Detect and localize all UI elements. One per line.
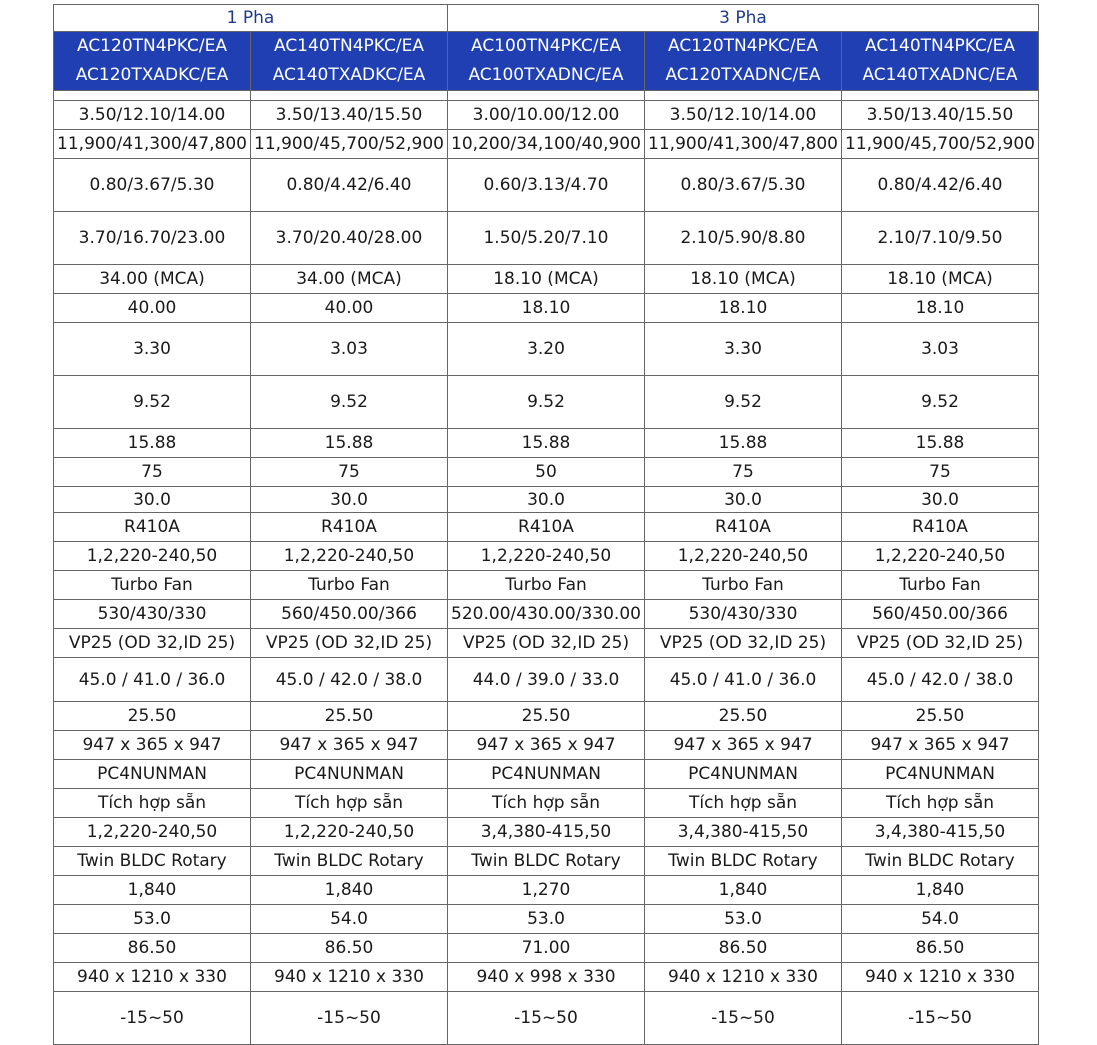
- spec-row: [54, 159, 1039, 212]
- spec-cell: 30.0: [645, 487, 842, 513]
- model-header: [645, 32, 842, 91]
- spec-cell: PC4NUNMAN: [54, 760, 251, 789]
- spec-cell: 71.00: [448, 934, 645, 963]
- spec-cell: 25.50: [842, 702, 1039, 731]
- spec-row: [54, 963, 1039, 992]
- spec-cell: 86.50: [251, 934, 448, 963]
- spec-cell: 30.0: [448, 487, 645, 513]
- spec-cell: Turbo Fan: [842, 571, 1039, 600]
- spec-cell: 9.52: [842, 376, 1039, 429]
- spec-cell: 3.70/20.40/28.00: [251, 212, 448, 265]
- spec-cell: 9.52: [54, 376, 251, 429]
- spec-cell: 1,840: [251, 876, 448, 905]
- spec-cell: 3.00/10.00/12.00: [448, 101, 645, 130]
- spec-cell: 25.50: [645, 702, 842, 731]
- spec-cell: 0.80/3.67/5.30: [645, 159, 842, 212]
- spec-cell: PC4NUNMAN: [251, 760, 448, 789]
- spec-cell: 11,900/41,300/47,800: [645, 130, 842, 159]
- model-header: [448, 32, 645, 91]
- spec-cell: 53.0: [645, 905, 842, 934]
- spec-cell: 1,840: [645, 876, 842, 905]
- spec-cell: 9.52: [645, 376, 842, 429]
- model-line-2: AC140TXADNC/EA: [862, 65, 1018, 85]
- spacer-cell: [54, 91, 251, 101]
- spec-cell: Twin BLDC Rotary: [842, 847, 1039, 876]
- spec-row: [54, 702, 1039, 731]
- spec-cell: 18.10: [842, 294, 1039, 323]
- model-header: [251, 32, 448, 91]
- spec-cell: R410A: [842, 513, 1039, 542]
- spec-cell: 3,4,380-415,50: [645, 818, 842, 847]
- spec-cell: 75: [842, 458, 1039, 487]
- spec-cell: 560/450.00/366: [842, 600, 1039, 629]
- spec-row: [54, 265, 1039, 294]
- spec-cell: VP25 (OD 32,ID 25): [54, 629, 251, 658]
- spec-row: [54, 658, 1039, 702]
- spec-cell: 9.52: [251, 376, 448, 429]
- spec-cell: 45.0 / 42.0 / 38.0: [251, 658, 448, 702]
- spec-cell: 3.20: [448, 323, 645, 376]
- spec-cell: 3.70/16.70/23.00: [54, 212, 251, 265]
- spec-row: [54, 513, 1039, 542]
- spec-cell: Tích hợp sẵn: [645, 789, 842, 818]
- spec-cell: VP25 (OD 32,ID 25): [645, 629, 842, 658]
- spec-row: [54, 487, 1039, 513]
- spec-cell: 75: [54, 458, 251, 487]
- spec-row: [54, 101, 1039, 130]
- spec-cell: VP25 (OD 32,ID 25): [251, 629, 448, 658]
- header-spacer-row: [54, 91, 1039, 101]
- spec-cell: 940 x 998 x 330: [448, 963, 645, 992]
- spec-row: [54, 212, 1039, 265]
- spec-cell: 25.50: [54, 702, 251, 731]
- spec-cell: 3.50/13.40/15.50: [842, 101, 1039, 130]
- spec-cell: 947 x 365 x 947: [448, 731, 645, 760]
- spec-cell: Twin BLDC Rotary: [448, 847, 645, 876]
- spec-cell: 15.88: [448, 429, 645, 458]
- spec-row: [54, 294, 1039, 323]
- spec-cell: -15~50: [645, 992, 842, 1045]
- spec-cell: 2.10/7.10/9.50: [842, 212, 1039, 265]
- spec-cell: 44.0 / 39.0 / 33.0: [448, 658, 645, 702]
- model-line-1: AC120TN4PKC/EA: [667, 36, 818, 56]
- spec-cell: 3,4,380-415,50: [842, 818, 1039, 847]
- spec-cell: 1,2,220-240,50: [448, 542, 645, 571]
- spec-row: [54, 629, 1039, 658]
- spec-cell: R410A: [251, 513, 448, 542]
- spec-cell: 1,840: [842, 876, 1039, 905]
- spec-cell: 54.0: [842, 905, 1039, 934]
- spec-cell: 10,200/34,100/40,900: [448, 130, 645, 159]
- spec-cell: 11,900/45,700/52,900: [251, 130, 448, 159]
- spec-cell: -15~50: [54, 992, 251, 1045]
- spec-row: [54, 130, 1039, 159]
- spec-cell: -15~50: [448, 992, 645, 1045]
- model-header-row: [54, 32, 1039, 91]
- spec-cell: 15.88: [251, 429, 448, 458]
- spec-cell: 45.0 / 42.0 / 38.0: [842, 658, 1039, 702]
- spec-cell: 18.10 (MCA): [448, 265, 645, 294]
- spec-cell: 30.0: [251, 487, 448, 513]
- spec-cell: 1,2,220-240,50: [842, 542, 1039, 571]
- spec-cell: PC4NUNMAN: [842, 760, 1039, 789]
- spec-cell: Twin BLDC Rotary: [54, 847, 251, 876]
- spec-cell: 947 x 365 x 947: [842, 731, 1039, 760]
- spec-cell: 18.10: [645, 294, 842, 323]
- spec-cell: -15~50: [842, 992, 1039, 1045]
- spec-cell: 18.10 (MCA): [645, 265, 842, 294]
- spec-cell: 30.0: [842, 487, 1039, 513]
- spec-row: [54, 818, 1039, 847]
- spec-cell: 40.00: [54, 294, 251, 323]
- spec-cell: R410A: [54, 513, 251, 542]
- spec-cell: 560/450.00/366: [251, 600, 448, 629]
- spec-cell: 0.80/4.42/6.40: [251, 159, 448, 212]
- spec-cell: Tích hợp sẵn: [54, 789, 251, 818]
- spec-cell: 1.50/5.20/7.10: [448, 212, 645, 265]
- spec-row: [54, 458, 1039, 487]
- spec-cell: Twin BLDC Rotary: [251, 847, 448, 876]
- spec-cell: 11,900/45,700/52,900: [842, 130, 1039, 159]
- spec-cell: 25.50: [448, 702, 645, 731]
- spec-cell: -15~50: [251, 992, 448, 1045]
- spec-row: [54, 760, 1039, 789]
- spec-cell: Tích hợp sẵn: [448, 789, 645, 818]
- spec-cell: Tích hợp sẵn: [251, 789, 448, 818]
- spec-cell: 40.00: [251, 294, 448, 323]
- spec-cell: 15.88: [54, 429, 251, 458]
- spec-cell: 9.52: [448, 376, 645, 429]
- spec-row: [54, 542, 1039, 571]
- spec-cell: 3.03: [842, 323, 1039, 376]
- spec-cell: Turbo Fan: [251, 571, 448, 600]
- spec-cell: 34.00 (MCA): [251, 265, 448, 294]
- spec-cell: 11,900/41,300/47,800: [54, 130, 251, 159]
- spec-row: [54, 323, 1039, 376]
- spec-cell: 3.50/12.10/14.00: [645, 101, 842, 130]
- spec-cell: 45.0 / 41.0 / 36.0: [645, 658, 842, 702]
- spec-cell: 3,4,380-415,50: [448, 818, 645, 847]
- spec-cell: 15.88: [842, 429, 1039, 458]
- spec-cell: 1,2,220-240,50: [54, 542, 251, 571]
- spec-cell: 0.60/3.13/4.70: [448, 159, 645, 212]
- spec-cell: 2.10/5.90/8.80: [645, 212, 842, 265]
- model-line-2: AC100TXADNC/EA: [468, 65, 624, 85]
- spec-cell: 940 x 1210 x 330: [251, 963, 448, 992]
- spec-cell: 18.10 (MCA): [842, 265, 1039, 294]
- model-line-2: AC120TXADKC/EA: [75, 65, 229, 85]
- spec-cell: 0.80/4.42/6.40: [842, 159, 1039, 212]
- spec-cell: 3.50/12.10/14.00: [54, 101, 251, 130]
- spec-cell: 54.0: [251, 905, 448, 934]
- spec-cell: Twin BLDC Rotary: [645, 847, 842, 876]
- spec-cell: 3.03: [251, 323, 448, 376]
- spacer-cell: [448, 91, 645, 101]
- spacer-cell: [251, 91, 448, 101]
- spec-cell: R410A: [645, 513, 842, 542]
- spec-cell: 1,270: [448, 876, 645, 905]
- spec-cell: 940 x 1210 x 330: [842, 963, 1039, 992]
- spec-cell: Turbo Fan: [54, 571, 251, 600]
- model-line-1: AC100TN4PKC/EA: [470, 36, 621, 56]
- spec-cell: 15.88: [645, 429, 842, 458]
- model-header: [842, 32, 1039, 91]
- spec-cell: 30.0: [54, 487, 251, 513]
- spec-cell: 940 x 1210 x 330: [54, 963, 251, 992]
- model-header: [54, 32, 251, 91]
- spec-cell: 947 x 365 x 947: [251, 731, 448, 760]
- model-line-1: AC140TN4PKC/EA: [864, 36, 1015, 56]
- spec-cell: 1,2,220-240,50: [251, 542, 448, 571]
- spec-cell: 53.0: [54, 905, 251, 934]
- spec-row: [54, 789, 1039, 818]
- spec-row: [54, 376, 1039, 429]
- spec-cell: 1,2,220-240,50: [645, 542, 842, 571]
- spec-cell: R410A: [448, 513, 645, 542]
- spec-row: [54, 429, 1039, 458]
- spec-cell: Turbo Fan: [645, 571, 842, 600]
- spec-table: [53, 4, 1039, 1045]
- spec-cell: 53.0: [448, 905, 645, 934]
- phase-header-row: [54, 5, 1039, 32]
- model-line-1: AC140TN4PKC/EA: [273, 36, 424, 56]
- model-line-2: AC120TXADNC/EA: [665, 65, 821, 85]
- spec-cell: 530/430/330: [645, 600, 842, 629]
- spec-row: [54, 571, 1039, 600]
- spec-body: [54, 101, 1039, 1045]
- spec-cell: 1,840: [54, 876, 251, 905]
- spec-cell: 0.80/3.67/5.30: [54, 159, 251, 212]
- spacer-cell: [645, 91, 842, 101]
- spec-cell: 940 x 1210 x 330: [645, 963, 842, 992]
- spec-cell: 75: [645, 458, 842, 487]
- spec-cell: 3.30: [54, 323, 251, 376]
- spec-cell: 50: [448, 458, 645, 487]
- spec-cell: 1,2,220-240,50: [54, 818, 251, 847]
- spacer-cell: [842, 91, 1039, 101]
- spec-cell: 75: [251, 458, 448, 487]
- spec-cell: VP25 (OD 32,ID 25): [842, 629, 1039, 658]
- spec-cell: Tích hợp sẵn: [842, 789, 1039, 818]
- spec-row: [54, 992, 1039, 1045]
- spec-cell: 25.50: [251, 702, 448, 731]
- spec-cell: 18.10: [448, 294, 645, 323]
- spec-row: [54, 847, 1039, 876]
- phase-header-1: 1 Pha: [54, 5, 448, 32]
- spec-row: [54, 876, 1039, 905]
- model-line-1: AC120TN4PKC/EA: [76, 36, 227, 56]
- spec-cell: 45.0 / 41.0 / 36.0: [54, 658, 251, 702]
- spec-cell: 520.00/430.00/330.00: [448, 600, 645, 629]
- spec-cell: 34.00 (MCA): [54, 265, 251, 294]
- spec-cell: 86.50: [54, 934, 251, 963]
- spec-row: [54, 905, 1039, 934]
- spec-cell: Turbo Fan: [448, 571, 645, 600]
- spec-cell: 3.30: [645, 323, 842, 376]
- phase-header-3: 3 Pha: [448, 5, 1039, 32]
- spec-cell: PC4NUNMAN: [448, 760, 645, 789]
- spec-cell: 3.50/13.40/15.50: [251, 101, 448, 130]
- spec-cell: 530/430/330: [54, 600, 251, 629]
- spec-cell: 86.50: [645, 934, 842, 963]
- spec-cell: VP25 (OD 32,ID 25): [448, 629, 645, 658]
- spec-row: [54, 934, 1039, 963]
- spec-cell: 947 x 365 x 947: [645, 731, 842, 760]
- spec-row: [54, 600, 1039, 629]
- spec-row: [54, 731, 1039, 760]
- spec-cell: PC4NUNMAN: [645, 760, 842, 789]
- spec-cell: 947 x 365 x 947: [54, 731, 251, 760]
- model-line-2: AC140TXADKC/EA: [272, 65, 426, 85]
- spec-cell: 1,2,220-240,50: [251, 818, 448, 847]
- spec-cell: 86.50: [842, 934, 1039, 963]
